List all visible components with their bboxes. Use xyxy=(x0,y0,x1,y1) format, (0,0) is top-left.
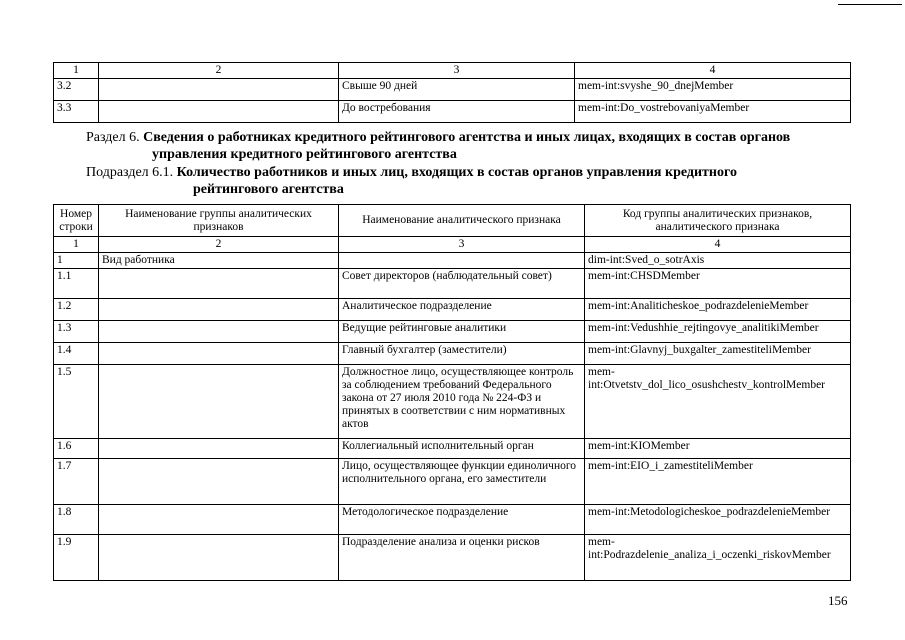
row-number: 1.3 xyxy=(54,321,99,343)
table-row xyxy=(54,365,851,439)
table-row xyxy=(54,79,851,101)
header-row xyxy=(54,205,851,237)
section-title-cont: управления кредитного рейтингового агентства xyxy=(152,147,457,162)
row-number: 1.9 xyxy=(54,535,99,581)
header-group: Наименование группы аналитических признаков xyxy=(99,205,339,237)
subsection-heading-line1 xyxy=(86,164,737,181)
table-row xyxy=(54,439,851,459)
workers-table xyxy=(53,204,851,581)
page-number: 156 xyxy=(828,593,848,608)
table-row xyxy=(54,101,851,123)
row-group xyxy=(99,535,339,581)
colnum-cell: 2 xyxy=(99,237,339,253)
row-number: 1.5 xyxy=(54,365,99,439)
table-row xyxy=(54,269,851,299)
row-number: 1.6 xyxy=(54,439,99,459)
row-number: 1.8 xyxy=(54,505,99,535)
row-name: Аналитическое подразделение xyxy=(339,299,585,321)
table-row xyxy=(54,343,851,365)
subsection-title: Количество работников и иных лиц, входящих в состав органов управления кредитного xyxy=(176,165,737,180)
row-code: mem-int:EIO_i_zamestiteliMember xyxy=(585,459,851,505)
colnum-cell: 1 xyxy=(54,63,99,79)
row-code: mem-int:CHSDMember xyxy=(585,269,851,299)
row-group xyxy=(99,269,339,299)
colnum-cell: 3 xyxy=(339,63,575,79)
row-group xyxy=(99,439,339,459)
row-number: 3.2 xyxy=(54,79,99,101)
section-heading-line2 xyxy=(152,146,457,163)
colnum-cell: 3 xyxy=(339,237,585,253)
section-prefix: Раздел 6. xyxy=(86,130,140,145)
row-name: Свыше 90 дней xyxy=(339,79,575,101)
row-number: 1.2 xyxy=(54,299,99,321)
row-number: 1 xyxy=(54,253,99,269)
table-row xyxy=(54,535,851,581)
table-row xyxy=(54,505,851,535)
row-code: mem-int:svyshe_90_dnejMember xyxy=(575,79,851,101)
row-number: 1.4 xyxy=(54,343,99,365)
subsection-title-cont: рейтингового агентства xyxy=(193,182,344,197)
colnum-cell: 4 xyxy=(585,237,851,253)
row-group xyxy=(99,321,339,343)
section-heading-line1 xyxy=(86,129,790,146)
row-code: mem-int:Podrazdelenie_analiza_i_oczenki_riskovMember xyxy=(585,535,851,581)
table-row xyxy=(54,459,851,505)
row-name: Совет директоров (наблюдательный совет) xyxy=(339,269,585,299)
row-code: mem-int:Metodologicheskoe_podrazdelenieMember xyxy=(585,505,851,535)
row-number: 1.1 xyxy=(54,269,99,299)
row-code: mem-int:Do_vostrebovaniyaMember xyxy=(575,101,851,123)
row-name: Коллегиальный исполнительный орган xyxy=(339,439,585,459)
row-group xyxy=(99,365,339,439)
section-title: Сведения о работниках кредитного рейтингового агентства и иных лицах, входящих в состав органов xyxy=(143,130,791,145)
header-name: Наименование аналитического признака xyxy=(339,205,585,237)
row-code: mem-int:Otvetstv_dol_lico_osushchestv_kontrolMember xyxy=(585,365,851,439)
row-name: Подразделение анализа и оценки рисков xyxy=(339,535,585,581)
row-name: До востребования xyxy=(339,101,575,123)
row-code: mem-int:Analiticheskoe_podrazdelenieMember xyxy=(585,299,851,321)
row-name: Должностное лицо, осуществляющее контроль за соблюдением требований Федерального закона от 27 июля 2010 года № 224-ФЗ и принятых в соответствии с ним нормативных актов xyxy=(339,365,585,439)
row-name: Лицо, осуществляющее функции единоличного исполнительного органа, его заместители xyxy=(339,459,585,505)
column-number-row xyxy=(54,63,851,79)
row-name: Главный бухгалтер (заместители) xyxy=(339,343,585,365)
row-group xyxy=(99,101,339,123)
row-number: 3.3 xyxy=(54,101,99,123)
row-name: Ведущие рейтинговые аналитики xyxy=(339,321,585,343)
subsection-prefix: Подраздел 6.1. xyxy=(86,165,174,180)
row-code: mem-int:Vedushhie_rejtingovye_analitikiMember xyxy=(585,321,851,343)
colnum-cell: 1 xyxy=(54,237,99,253)
row-code: mem-int:KIOMember xyxy=(585,439,851,459)
row-group xyxy=(99,299,339,321)
colnum-cell: 2 xyxy=(99,63,339,79)
continuation-table xyxy=(53,62,851,123)
row-group xyxy=(99,505,339,535)
row-number: 1.7 xyxy=(54,459,99,505)
row-code: dim-int:Sved_o_sotrAxis xyxy=(585,253,851,269)
header-code: Код группы аналитических признаков, аналитического признака xyxy=(585,205,851,237)
row-group xyxy=(99,79,339,101)
row-group: Вид работника xyxy=(99,253,339,269)
row-name: Методологическое подразделение xyxy=(339,505,585,535)
top-rule xyxy=(838,4,902,5)
subsection-heading-line2 xyxy=(193,181,344,198)
colnum-cell: 4 xyxy=(575,63,851,79)
table-row xyxy=(54,321,851,343)
table-row xyxy=(54,299,851,321)
row-group xyxy=(99,459,339,505)
row-code: mem-int:Glavnyj_buxgalter_zamestiteliMember xyxy=(585,343,851,365)
table-row xyxy=(54,253,851,269)
column-number-row xyxy=(54,237,851,253)
row-group xyxy=(99,343,339,365)
row-name xyxy=(339,253,585,269)
header-num: Номер строки xyxy=(54,205,99,237)
